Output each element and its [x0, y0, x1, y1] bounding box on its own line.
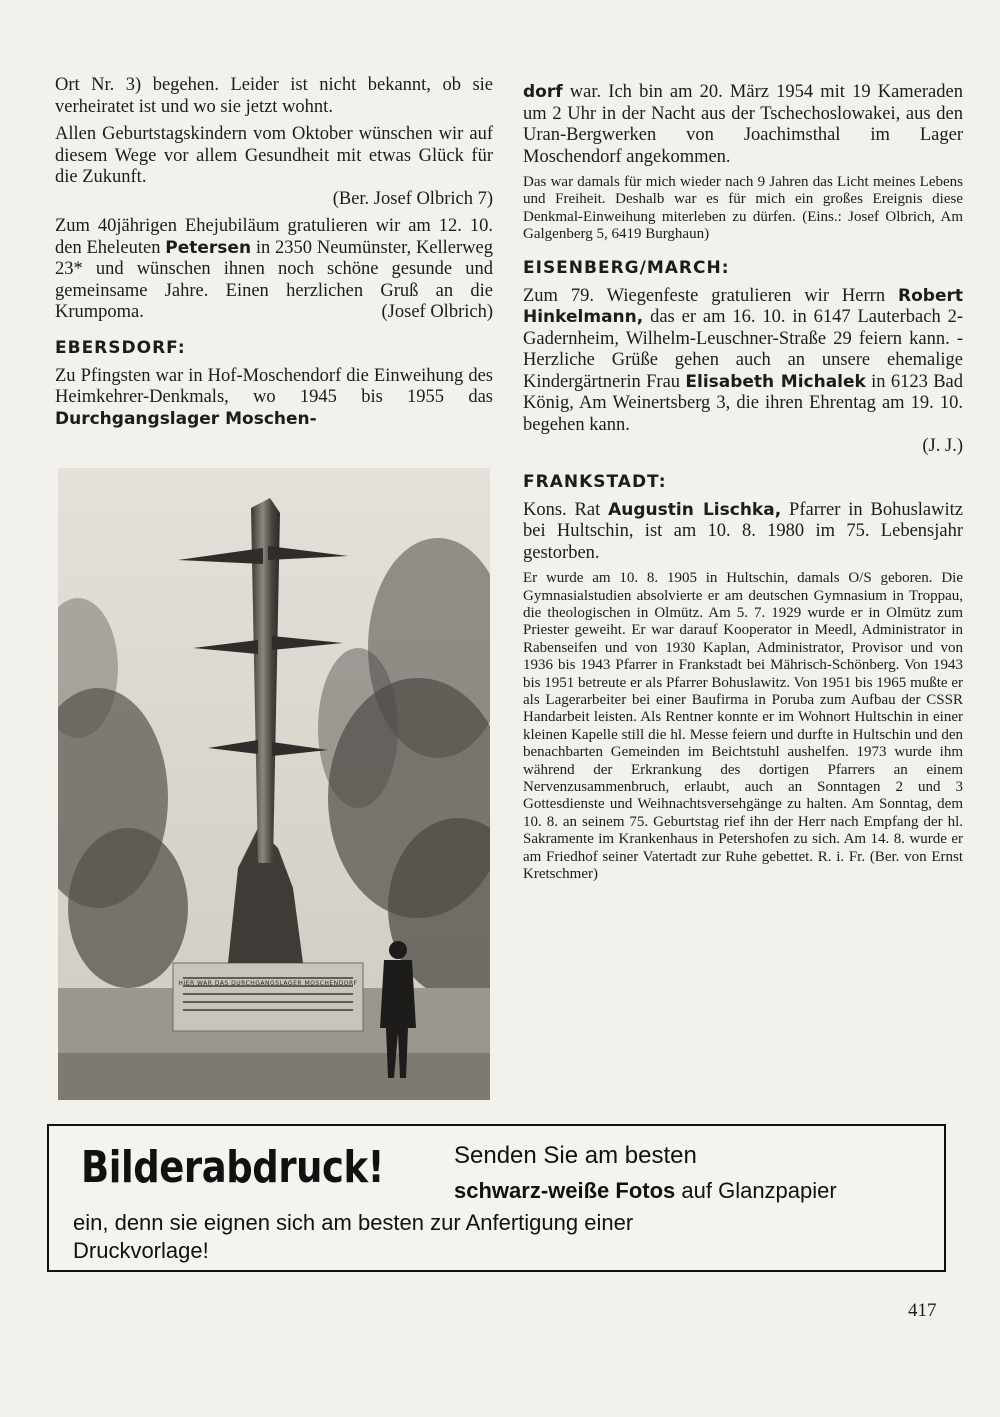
ad-line-4: Druckvorlage! [73, 1238, 209, 1263]
name-dorf: dorf [523, 82, 563, 102]
memorial-photo [58, 468, 490, 1100]
ad-line-1: Senden Sie am besten [454, 1142, 697, 1169]
ehejubilaeum-text-a: Zum 40jährigen Ehejubiläum gratulieren wir am 12. 10. den Eheleuten [55, 216, 493, 258]
photo-inscription-label: HIER WAR DAS DURCHGANGSLAGER MOSCHENDORF [178, 980, 358, 987]
paragraph-ehejubilaeum [55, 216, 493, 324]
paragraph-october-text: Allen Geburtstagskindern vom Oktober wünschen wir auf diesem Wege vor allem Gesundheit mit etwas Glück für die Zukunft. [55, 124, 493, 187]
signature-jj: (J. J.) [922, 436, 963, 457]
paragraph-lischka-biography: Er wurde am 10. 8. 1905 in Hultschin, damals O/S geboren. Die Gymnasialstudien absolvierte er am deutschen Gymnasium in Troppau, die theologischen in Olmütz. Am 5. 7. 1929 wurde er in Olmütz zum Priester geweiht. Er war darauf Kooperator in Meedl, Administrator in Rabenseifen und von 1930 Kaplan, Administrator, Provisor und von 1936 bis 1943 Pfarrer in Frankstadt bei Mährisch-Schönberg. Von 1943 bis 1951 betreute er als Pfarrer Bohuslawitz. Von 1951 bis 1965 mußte er als Lagerarbeiter bei einer Baufirma in Poruba zum Aufbau der CSSR Handarbeit leisten. Als Rentner konnte er im Wohnort Hultschin in einer kleinen Kapelle still die hl. Messe feiern und durfte in Hultschin und den benachbarten Gemeinden im Beichtstuhl aushelfen. 1973 wurde ihm während der Erkrankung des dortigen Pfarrers an einem Nervenzusammenbruch, erlaubt, auch an Sonntagen 2 und 3 Gottesdienste und Weihnachtsversehgänge zu halten. Am Sonntag, dem 10. 8. an seinem 75. Geburtstag rief ihn der Herr nach Empfang der hl. Sakramente im Krankenhaus in Petershofen zu sich. Am 14. 8. wurde er am Friedhof seiner Vatertadt zur Ruhe gebettet. R. i. Fr. (Ber. von Ernst Kretschmer) [523, 570, 963, 883]
right-column [523, 82, 963, 889]
heading-eisenberg-march: EISENBERG/MARCH: [523, 257, 730, 278]
paragraph-denkmal-einweihung: Das war damals für mich wieder nach 9 Jahren das Licht meines Lebens und Freiheit. Deshalb war es für mich ein großes Ereignis diese Denkmal-Einweihung miterleben zu dürfen. (Eins.: Josef Olbrich, Am Galgenberg 5, 6419 Burghaun) [523, 174, 963, 243]
paragraph-eisenberg [523, 286, 963, 458]
signature-josef-olbrich: (Josef Olbrich) [381, 302, 493, 322]
name-petersen: Petersen [165, 237, 252, 258]
lischka-text-a: Kons. Rat [523, 499, 609, 520]
paragraph-lischka-death [523, 500, 963, 565]
paragraph-olbrich-intro: Ort Nr. 3) begehen. Leider ist nicht bekannt, ob sie verheiratet ist und wo sie jetzt wohnt. [55, 75, 493, 117]
left-column [55, 75, 493, 436]
ebersdorf-text: Zu Pfingsten war in Hof-Moschendorf die Einweihung des Heimkehrer-Denkmals, wo 1945 bis 1955 das [55, 365, 493, 407]
heading-frankstadt: FRANKSTADT: [523, 471, 667, 492]
memorial-photo-illustration [58, 468, 490, 1100]
ad-box-bilderabdruck [47, 1124, 946, 1272]
eisenberg-text-b: das er am 16. 10. in 6147 Lauterbach 2-Gadernheim, Wilhelm-Leuschner-Straße 29 feiern kann. - Herzliche Grüße gehen auch an unsere ehemalige Kindergärtnerin Frau [523, 307, 963, 392]
paragraph-ebersdorf [55, 366, 493, 431]
eisenberg-text-c: in 6123 Bad König, Am Weinertsberg 3, die ihren Ehrentag am 19. 10. begehen kann. [523, 371, 963, 435]
moschendorf-arrival-text: war. Ich bin am 20. März 1954 mit 19 Kameraden um 2 Uhr in der Nacht aus der Tschechoslowakei, aus den Uran-Bergwerken von Joachimsthal im Lager Moschendorf angekommen. [523, 82, 963, 167]
ehejubilaeum-text-b: in 2350 Neumünster, Kellerweg 23* und wünschen ihnen noch schöne gesunde und gemeinsame Jahre. Einen herzlichen Gruß an die Krumpoma. [55, 237, 493, 322]
heading-ebersdorf: EBERSDORF: [55, 337, 186, 358]
name-augustin-lischka: Augustin Lischka, [608, 499, 782, 520]
ad-line-2 [454, 1178, 837, 1204]
page-number: 417 [908, 1300, 937, 1321]
ad-line-2-bold: schwarz-weiße Fotos [454, 1178, 676, 1203]
ad-headline: Bilderabdruck! [81, 1142, 385, 1193]
signature-olbrich-7-line [55, 189, 493, 211]
name-robert-hinkelmann: Robert Hinkelmann, [523, 285, 963, 328]
paragraph-moschendorf-arrival [523, 82, 963, 168]
ad-line-2-rest: auf Glanzpapier [675, 1178, 837, 1203]
paragraph-october-birthdays [55, 124, 493, 189]
name-elisabeth-michalek: Elisabeth Michalek [685, 371, 866, 392]
memorial-pedestal [173, 963, 363, 1031]
eisenberg-text-a: Zum 79. Wiegenfeste gratulieren wir Herrn [523, 285, 899, 306]
name-durchgangslager: Durchgangslager Moschen- [55, 408, 317, 429]
lischka-text-b: Pfarrer in Bohuslawitz bei Hultschin, ist am 10. 8. 1980 im 75. Lebensjahr gestorben. [523, 499, 963, 563]
ad-line-3: ein, denn sie eignen sich am besten zur Anfertigung einer [73, 1210, 634, 1235]
photo-path [58, 1053, 490, 1100]
signature-olbrich-7: (Ber. Josef Olbrich 7) [332, 188, 493, 209]
